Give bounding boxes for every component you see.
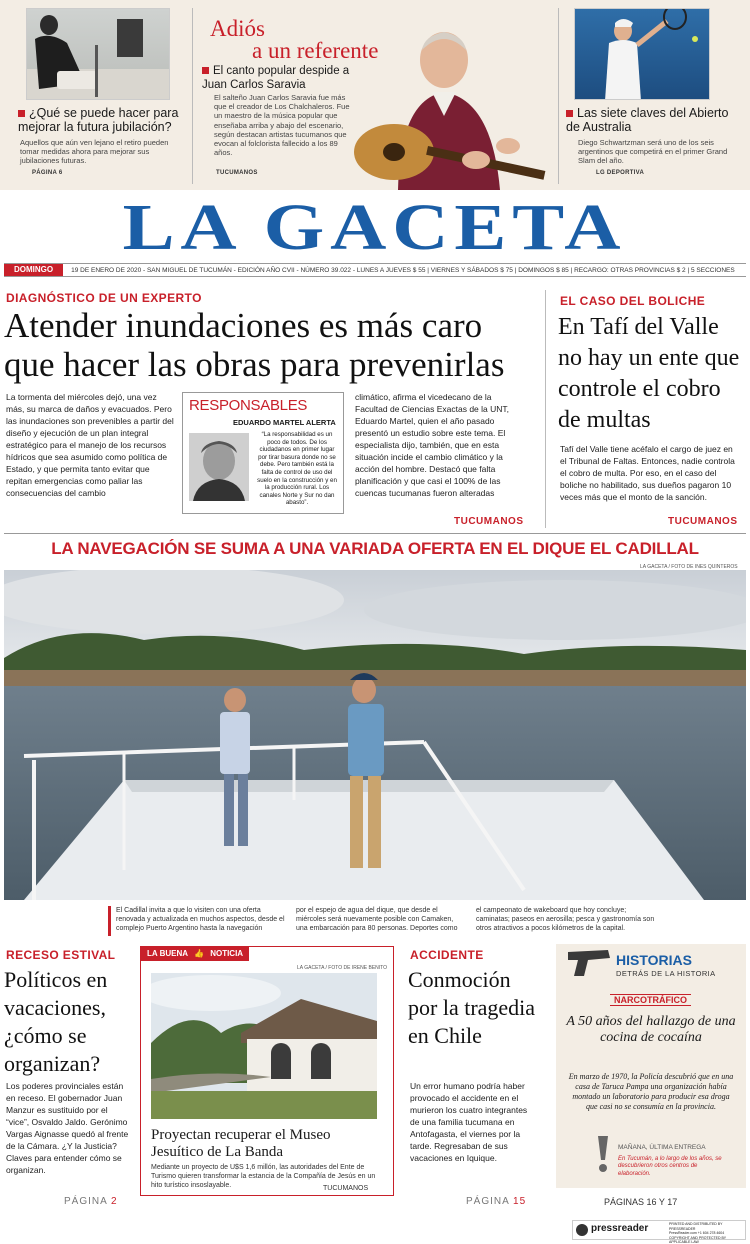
teaser-saravia-headline: El canto popular despide a Juan Carlos Saravia (202, 65, 350, 91)
teaser-pension-photo (26, 8, 170, 100)
recess-page-ref[interactable] (64, 1196, 118, 1207)
teaser-saravia-body: El salteño Juan Carlos Saravia fue más que el creador de Los Chalchaleros. Fue un maestro de la música popular que enseñaba arriba y abajo del escenario, según destacan artistas tucumanos que evocan al folclorista fallecido a los 89 años. (214, 93, 350, 158)
stories-title: HISTORIAS (616, 952, 692, 968)
divider (558, 8, 559, 184)
stories-tomorrow: MAÑANA, ÚLTIMA ENTREGA (618, 1144, 706, 1151)
day-badge: DOMINGO (4, 264, 63, 276)
teaser-tennis[interactable] (562, 0, 748, 190)
teaser-tennis-body: Diego Schwartzman será uno de los seis argentinos que competirá en el primer Grand Slam del año. (578, 138, 728, 165)
stories-pages[interactable]: PÁGINAS 16 Y 17 (604, 1197, 678, 1207)
photo-caption-col3: el campeonato de wakeboard que hoy concluye; caminatas; paseos en aerosilla; pesca y gastronomía son otros atractivos a pocos kilómetros de la capital. (476, 907, 655, 932)
musician-with-guitar-illustration (336, 20, 556, 190)
photo-story-headline[interactable]: LA NAVEGACIÓN SE SUMA A UNA VARIADA OFERTA EN EL DIQUE EL CADILLAL (51, 539, 699, 558)
good-news-headline[interactable]: Proyectan recuperar el Museo Jesuítico de La Banda (151, 1127, 331, 1160)
side-headline[interactable]: En Tafí del Valle no hay un ente que controle el cobro de multas (558, 314, 740, 433)
stories-headline[interactable]: A 50 años del hallazgo de una cocina de cocaína (566, 1014, 736, 1045)
quote-box-label: RESPONSABLES (189, 397, 308, 414)
stories-tag: NARCOTRÁFICO (610, 994, 691, 1006)
photo-credit: LA GACETA / FOTO DE INES QUINTEROS (640, 564, 738, 570)
teaser-saravia-section[interactable]: TUCUMANOS (216, 170, 258, 176)
quote-box-name: EDUARDO MARTEL ALERTA (233, 418, 336, 427)
pressreader-footer (572, 1220, 746, 1244)
stories-tomorrow-note: En Tucumán, a lo largo de los años, se descubrieron otros centros de elaboración. (618, 1156, 722, 1177)
recess-page-label: PÁGINA (64, 1196, 108, 1207)
teaser-pension-page[interactable]: PÁGINA 6 (32, 170, 63, 176)
quote-box-text: “La responsabilidad es un poco de todos. De los ciudadanos en primer lugar por tirar basura donde no se debe. Pero también está la falta de control de uso del suelo en la construcción y en la producción rural. Los canales Norte y Sur no dan abasto”. (257, 431, 337, 507)
bullet-square-icon (566, 110, 573, 117)
pressreader-note2: PressReader.com +1 604 278 4604 (669, 1231, 725, 1236)
jesuit-museum-photo (151, 973, 377, 1119)
stories-body: En marzo de 1970, la Policía descubrió que en una casa de Taruca Pampa una organización había montado un laboratorio para producir esa droga que casi no se consumía en la provincia. (568, 1072, 734, 1111)
accident-page-ref[interactable] (466, 1196, 526, 1207)
teaser-pension[interactable] (8, 0, 188, 190)
recess-kicker: RECESO ESTIVAL (6, 948, 116, 962)
pressreader-brand: pressreader (591, 1223, 649, 1234)
teaser-tennis-photo (574, 8, 710, 100)
teaser-tennis-headline: Las siete claves del Abierto de Australia (566, 106, 729, 134)
stories-box[interactable] (556, 944, 746, 1188)
masthead-logo: LA GACETA (123, 191, 627, 264)
good-news-tag-label1: LA BUENA (147, 949, 188, 958)
tennis-player-illustration (575, 9, 710, 100)
pistol-icon (564, 946, 614, 980)
teaser-pension-headline: ¿Qué se puede hacer para mejorar la futura jubilación? (18, 106, 179, 134)
side-kicker: EL CASO DEL BOLICHE (560, 294, 706, 308)
expert-portrait (189, 433, 249, 501)
dateline (4, 263, 746, 277)
photo-caption-col1: El Cadillal invita a que lo visiten con una oferta renovada y actualizada en muchos aspectos, desde el complejo Puerto Argentino hasta la navegación (116, 907, 285, 932)
pressreader-note-block (669, 1222, 745, 1244)
stories-subtitle: DETRÁS DE LA HISTORIA (616, 969, 716, 978)
divider (4, 533, 746, 534)
teaser-band (0, 0, 750, 190)
lead-headline[interactable]: Atender inundaciones es más caro que hacer las obras para prevenirlas (4, 306, 505, 384)
recess-page-number: 2 (111, 1196, 118, 1207)
good-news-credit: LA GACETA / FOTO DE IRENE BENITO (297, 965, 388, 971)
teaser-saravia-title-line2: a un referente (252, 38, 379, 63)
photo-caption-col2: por el espejo de agua del dique, que desde el miércoles será nuevamente posible con Camaken, una embarcación para 80 personas. Deportes como (296, 907, 458, 932)
recess-headline[interactable]: Políticos en vacaciones, ¿cómo se organizan? (4, 967, 108, 1076)
exclamation-icon (592, 1134, 614, 1174)
pressreader-note1: PRINTED AND DISTRIBUTED BY PRESSREADER (669, 1222, 723, 1231)
divider (192, 8, 193, 184)
pressreader-note3: COPYRIGHT AND PROTECTED BY APPLICABLE LAW (669, 1235, 727, 1244)
accident-body: Un error humano podría haber provocado el accidente en el murieron los cuatro integrantes de una familia tucumana en Antofagasta, el viernes por la tarde. Regresaban de sus vacaciones en Iquique. (410, 1081, 528, 1163)
pressreader-logo-icon (576, 1224, 588, 1236)
divider (545, 290, 546, 528)
good-news-tag (141, 947, 249, 961)
recess-body: Los poderes provinciales están en receso. El gobernador Juan Manzur es sustituido por el “vice”, Osvaldo Jaldo. Gerónimo Vargas Aignasse quedó al frente de la Cámara. ¿Y la Justicia? Claves para entender cómo se organizan. (6, 1081, 129, 1175)
boat-on-lake-illustration (4, 570, 746, 900)
teaser-saravia[interactable] (196, 0, 556, 190)
good-news-tag-label2: NOTICIA (210, 949, 244, 958)
elderly-woman-illustration (27, 9, 170, 100)
accident-kicker: ACCIDENTE (410, 948, 484, 962)
good-news-section[interactable]: TUCUMANOS (323, 1185, 369, 1192)
lead-section[interactable]: TUCUMANOS (454, 516, 524, 527)
lead-body-col1: La tormenta del miércoles dejó, una vez más, su marca de daños y evacuados. Pero las inundaciones son prevenibles a partir del diseño y ejecución de un plan integral estratégico para el manejo de los recursos hídricos que sea asumido como política de Estado, y que permita tanto evitar que repitan emergencias como paliar las consecuencias del cambio (6, 392, 174, 498)
dique-cadillal-photo (4, 570, 746, 900)
thumbs-up-icon: 👍 (193, 949, 204, 958)
teaser-tennis-section[interactable]: LG DEPORTIVA (596, 170, 645, 176)
dateline-text: 19 DE ENERO DE 2020 - SAN MIGUEL DE TUCUMÁN - EDICIÓN AÑO CVII - NÚMERO 39.022 - LUNES A JUEVES $ 55 | VIERNES Y SÁBADOS $ 75 | DOMINGOS $ 85 | RECARGO: OTRAS PROVINCIAS $ 2 | 5 SECCIONES (71, 267, 735, 274)
accident-page-number: 15 (513, 1196, 527, 1207)
masthead (0, 192, 750, 264)
teaser-saravia-title-line1: Adiós (210, 16, 265, 41)
side-section[interactable]: TUCUMANOS (668, 516, 738, 527)
accident-headline[interactable]: Conmoción por la tragedia en Chile (408, 967, 536, 1048)
lead-kicker: DIAGNÓSTICO DE UN EXPERTO (6, 291, 202, 305)
side-body: Tafí del Valle tiene acéfalo el cargo de juez en el Tribunal de Faltas. Entonces, nadie controla el cobro de multa. Por eso, en el caso del boliche no habilitado, sus dueños pagaron 10 veces más que el monto de la sanción. (560, 444, 735, 502)
lead-body-col2: climático, afirma el vicedecano de la Facultad de Ciencias Exactas de la UNT, Eduardo Martel, quien el año pasado presentó un estudio sobre este tema. El especialista dijo, también, que en esta situación incide el cambio climático y la acción del hombre. Destacó que falta planificación y que casi el 100% de las cuencas tucumanas fueron alteradas (355, 392, 510, 498)
good-news-box[interactable] (140, 946, 394, 1196)
accident-page-label: PÁGINA (466, 1196, 510, 1207)
bullet-square-icon (18, 110, 25, 117)
expert-quote-box (182, 392, 344, 514)
caption-marker (108, 906, 111, 936)
bullet-square-icon (202, 67, 209, 74)
teaser-pension-body: Aquellos que aún ven lejano el retiro pueden tomar medidas ahora para mejorar sus jubilaciones futuras. (20, 138, 169, 165)
good-news-body: Mediante un proyecto de U$S 1,6 millón, las autoridades del Ente de Turismo quieren transformar la estancia de la Compañía de Jesús en un hito turístico insoslayable. (151, 1164, 376, 1189)
